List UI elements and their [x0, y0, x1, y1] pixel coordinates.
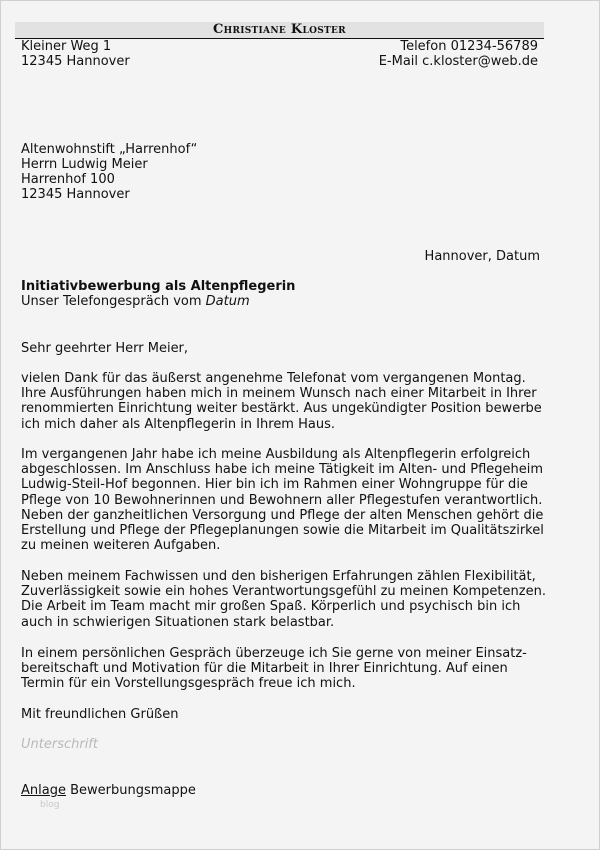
subject-reference-date: Datum	[205, 294, 250, 309]
sender-street: Kleiner Weg 1	[21, 39, 112, 54]
sender-name: Christiane Kloster	[213, 22, 346, 37]
paragraph-line: Neben meinem Fachwissen und den bisherigen Erfahrungen zählen Flexibilität,	[21, 569, 536, 584]
paragraph-line: Neben der ganzheitlichen Versorgung und Pflege der alten Menschen gehört die	[21, 507, 544, 523]
watermark: blog	[40, 800, 60, 810]
letterhead-bar	[15, 22, 544, 39]
paragraph-line: bereitschaft und Motivation für die Mitarbeit in Ihrer Einrichtung. Auf einen	[21, 661, 508, 677]
paragraph-2	[21, 447, 561, 553]
paragraph-line: Ludwig-Steil-Hof begonnen. Hier bin ich im Rahmen einer Wohngruppe für die	[21, 477, 528, 493]
attachment-text: Bewerbungsmappe	[65, 783, 196, 798]
paragraph-line: Termin für ein Vorstellungsgespräch freue ich mich.	[21, 676, 356, 692]
paragraph-line: zu meinen weiteren Aufgaben.	[21, 538, 221, 554]
paragraph-line: In einem persönlichen Gespräch überzeuge ich Sie gerne von meiner Einsatz-	[21, 646, 527, 661]
paragraph-3	[21, 569, 561, 630]
paragraph-line: Pflege von 10 Bewohnerinnen und Bewohnern aller Pflegestufen verantwortlich.	[21, 492, 543, 508]
paragraph-line: Erstellung und Pflege der Pflegeplanungen sowie die Mitarbeit im Qualitätszirkel	[21, 523, 544, 539]
signature-placeholder: Unterschrift	[21, 737, 98, 752]
attachment-line	[21, 783, 196, 799]
paragraph-line: auch in schwierigen Situationen stark belastbar.	[21, 614, 335, 630]
sender-city: 12345 Hannover	[21, 54, 130, 69]
subject-title: Initiativbewerbung als Altenpflegerin	[21, 279, 296, 294]
paragraph-line: renommierten Einrichtung weiter bestärkt. Aus ungekündigter Position bewerbe	[21, 401, 542, 417]
paragraph-4	[21, 646, 561, 692]
attachment-label: Anlage	[21, 783, 66, 798]
recipient-street: Harrenhof 100	[21, 172, 115, 187]
place-date: Hannover, Datum	[424, 249, 540, 264]
closing: Mit freundlichen Grüßen	[21, 707, 179, 722]
recipient-city: 12345 Hannover	[21, 187, 130, 202]
paragraph-line: abgeschlossen. Im Anschluss habe ich meine Tätigkeit im Alten- und Pflegeheim	[21, 462, 544, 478]
paragraph-1	[21, 371, 561, 432]
paragraph-line: vielen Dank für das äußerst angenehme Telefonat vom vergangenen Montag.	[21, 371, 526, 386]
recipient-organization: Altenwohnstift „Harrenhof“	[21, 142, 198, 157]
paragraph-line: Im vergangenen Jahr habe ich meine Ausbildung als Altenpflegerin erfolgreich	[21, 447, 531, 462]
paragraph-line: Die Arbeit im Team macht mir großen Spaß. Körperlich und psychisch bin ich	[21, 599, 521, 615]
subject-reference	[21, 294, 250, 310]
paragraph-line: ich mich daher als Altenpflegerin in Ihrem Haus.	[21, 416, 335, 432]
recipient-person: Herrn Ludwig Meier	[21, 157, 148, 172]
subject-reference-prefix: Unser Telefongespräch vom	[21, 294, 206, 309]
sender-email: E-Mail c.kloster@web.de	[378, 54, 538, 69]
paragraph-line: Zuverlässigkeit sowie ein hohes Verantwortungsgefühl zu meinen Kompetenzen.	[21, 584, 546, 600]
salutation: Sehr geehrter Herr Meier,	[21, 341, 189, 356]
paragraph-line: Ihre Ausführungen haben mich in meinem Wunsch nach einer Mitarbeit in Ihrer	[21, 386, 537, 402]
sender-phone: Telefon 01234-56789	[400, 39, 538, 54]
